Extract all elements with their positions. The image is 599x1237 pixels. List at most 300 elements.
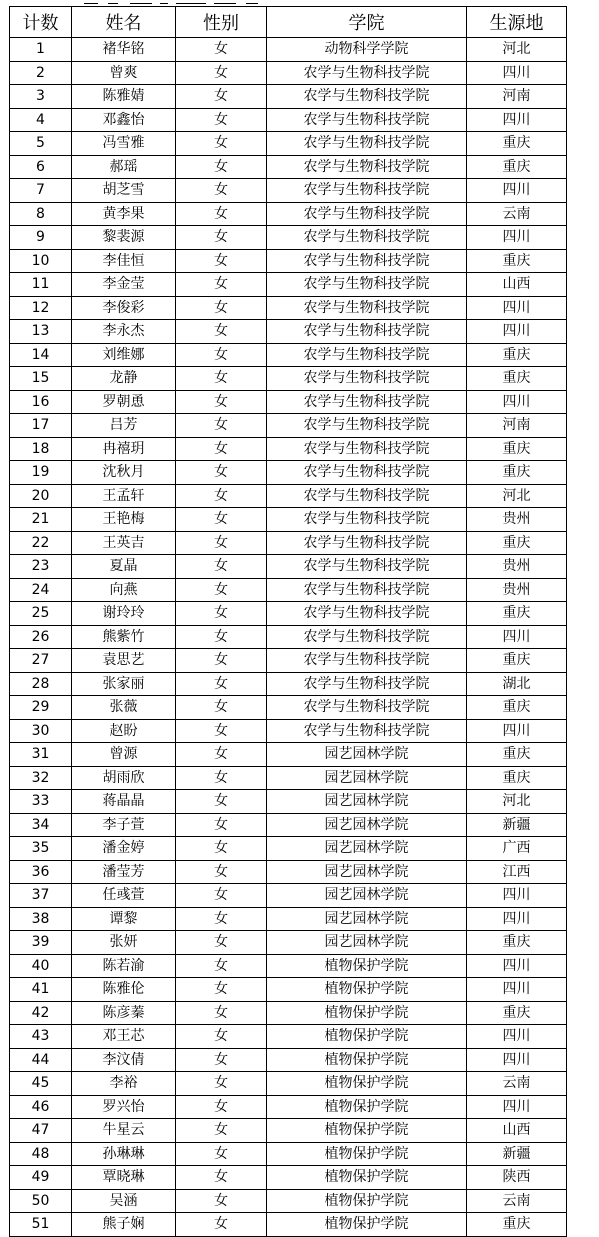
cell-college: 农学与生物科技学院 [267,273,467,297]
cell-count: 14 [10,343,72,367]
table-row [10,461,567,485]
cell-name: 李俊彩 [72,296,176,320]
cell-gender: 女 [176,437,267,461]
cell-name: 牛星云 [72,1119,176,1143]
cell-college: 植物保护学院 [267,1095,467,1119]
cell-gender: 女 [176,320,267,344]
cell-name: 沈秋月 [72,461,176,485]
cell-college: 农学与生物科技学院 [267,367,467,391]
cell-college: 农学与生物科技学院 [267,320,467,344]
cropped-title-stroke [84,0,98,4]
table-row [10,132,567,156]
cell-origin: 重庆 [467,1213,567,1237]
table-row [10,1072,567,1096]
cell-college: 农学与生物科技学院 [267,414,467,438]
cell-college: 农学与生物科技学院 [267,179,467,203]
cell-count: 37 [10,884,72,908]
cell-name: 吕芳 [72,414,176,438]
cell-college: 园艺园林学院 [267,743,467,767]
cell-gender: 女 [176,1095,267,1119]
cell-origin: 山西 [467,273,567,297]
cell-count: 32 [10,766,72,790]
cell-count: 48 [10,1142,72,1166]
cell-count: 27 [10,649,72,673]
cell-gender: 女 [176,531,267,555]
table-body [10,38,567,1237]
cell-gender: 女 [176,1048,267,1072]
cell-college: 农学与生物科技学院 [267,672,467,696]
cell-origin: 云南 [467,1189,567,1213]
cell-college: 农学与生物科技学院 [267,649,467,673]
cell-college: 植物保护学院 [267,1166,467,1190]
cell-gender: 女 [176,367,267,391]
cell-gender: 女 [176,461,267,485]
cell-gender: 女 [176,1001,267,1025]
cell-college: 农学与生物科技学院 [267,484,467,508]
table-row [10,743,567,767]
table-row [10,202,567,226]
cell-name: 张家丽 [72,672,176,696]
cell-college: 植物保护学院 [267,1142,467,1166]
cropped-title-stroke [246,0,258,4]
cell-name: 谢玲玲 [72,602,176,626]
cell-origin: 重庆 [467,132,567,156]
table-row [10,85,567,109]
cell-college: 农学与生物科技学院 [267,578,467,602]
cell-college: 农学与生物科技学院 [267,155,467,179]
cell-origin: 湖北 [467,672,567,696]
cell-origin: 山西 [467,1119,567,1143]
cell-origin: 重庆 [467,931,567,955]
cell-gender: 女 [176,1189,267,1213]
cell-college: 农学与生物科技学院 [267,296,467,320]
table-row [10,1213,567,1237]
cell-origin: 云南 [467,1072,567,1096]
cell-name: 王孟轩 [72,484,176,508]
table-row [10,931,567,955]
cell-college: 农学与生物科技学院 [267,249,467,273]
table-row [10,766,567,790]
cell-count: 45 [10,1072,72,1096]
cell-gender: 女 [176,390,267,414]
cell-origin: 新疆 [467,813,567,837]
table-row [10,907,567,931]
cell-gender: 女 [176,907,267,931]
cell-count: 24 [10,578,72,602]
cell-gender: 女 [176,790,267,814]
cell-name: 邓鑫怡 [72,108,176,132]
cell-gender: 女 [176,414,267,438]
cell-origin: 四川 [467,296,567,320]
cell-gender: 女 [176,1072,267,1096]
cell-count: 17 [10,414,72,438]
table-row [10,602,567,626]
cell-origin: 四川 [467,1025,567,1049]
cell-gender: 女 [176,226,267,250]
table-row [10,813,567,837]
cell-college: 农学与生物科技学院 [267,625,467,649]
cell-name: 夏晶 [72,555,176,579]
cell-count: 49 [10,1166,72,1190]
cell-count: 21 [10,508,72,532]
cell-name: 陈若渝 [72,954,176,978]
cell-count: 4 [10,108,72,132]
cell-origin: 重庆 [467,531,567,555]
table-row [10,672,567,696]
cell-count: 25 [10,602,72,626]
cell-origin: 重庆 [467,437,567,461]
header-college: 学院 [267,7,467,38]
cell-name: 张妍 [72,931,176,955]
cell-college: 植物保护学院 [267,1189,467,1213]
cell-origin: 四川 [467,108,567,132]
cell-college: 植物保护学院 [267,1213,467,1237]
cell-count: 5 [10,132,72,156]
table-row [10,273,567,297]
cell-college: 农学与生物科技学院 [267,61,467,85]
cell-name: 吴涵 [72,1189,176,1213]
cell-count: 26 [10,625,72,649]
table-row [10,1166,567,1190]
cell-college: 植物保护学院 [267,1119,467,1143]
cell-name: 罗朝恿 [72,390,176,414]
cell-name: 黎裴源 [72,226,176,250]
cropped-title-stroke [214,0,236,4]
cell-name: 任彧萱 [72,884,176,908]
cell-name: 邓王芯 [72,1025,176,1049]
cell-count: 18 [10,437,72,461]
table-row [10,837,567,861]
table-row [10,367,567,391]
cell-origin: 云南 [467,202,567,226]
cell-name: 胡雨欣 [72,766,176,790]
cell-name: 王艳梅 [72,508,176,532]
cell-name: 李永杰 [72,320,176,344]
cell-name: 黄李果 [72,202,176,226]
table-row [10,1142,567,1166]
cell-origin: 河北 [467,790,567,814]
cell-college: 植物保护学院 [267,1048,467,1072]
cell-name: 李裕 [72,1072,176,1096]
cell-gender: 女 [176,719,267,743]
cell-name: 曾爽 [72,61,176,85]
cell-origin: 四川 [467,61,567,85]
table-row [10,649,567,673]
cell-origin: 重庆 [467,649,567,673]
cell-origin: 四川 [467,1095,567,1119]
table-row [10,296,567,320]
cropped-title-stroke [160,0,168,4]
cell-count: 30 [10,719,72,743]
table-row [10,719,567,743]
cell-college: 园艺园林学院 [267,860,467,884]
cell-origin: 四川 [467,179,567,203]
cell-count: 23 [10,555,72,579]
cell-origin: 新疆 [467,1142,567,1166]
cell-origin: 河北 [467,38,567,62]
cell-college: 农学与生物科技学院 [267,719,467,743]
cell-name: 陈彦蓁 [72,1001,176,1025]
cell-name: 胡芝雪 [72,179,176,203]
table-row [10,790,567,814]
cell-origin: 贵州 [467,555,567,579]
cell-gender: 女 [176,978,267,1002]
table-row [10,1025,567,1049]
cell-count: 10 [10,249,72,273]
table-row [10,531,567,555]
cell-origin: 广西 [467,837,567,861]
cell-count: 38 [10,907,72,931]
cell-name: 李子萱 [72,813,176,837]
header-gender: 性别 [176,7,267,38]
cell-name: 李金莹 [72,273,176,297]
table-row [10,625,567,649]
cell-name: 冉禧玥 [72,437,176,461]
cell-count: 50 [10,1189,72,1213]
cell-gender: 女 [176,1025,267,1049]
cell-college: 植物保护学院 [267,1001,467,1025]
cell-count: 15 [10,367,72,391]
cell-count: 46 [10,1095,72,1119]
cell-gender: 女 [176,1166,267,1190]
cell-name: 李汶倩 [72,1048,176,1072]
cell-name: 向燕 [72,578,176,602]
cell-count: 7 [10,179,72,203]
cell-gender: 女 [176,555,267,579]
table-row [10,155,567,179]
cropped-title-stroke [176,0,206,4]
table-row [10,390,567,414]
cell-count: 6 [10,155,72,179]
cell-college: 植物保护学院 [267,978,467,1002]
header-origin: 生源地 [467,7,567,38]
cell-origin: 贵州 [467,578,567,602]
table-row [10,696,567,720]
table-row [10,954,567,978]
cell-count: 12 [10,296,72,320]
table-row [10,884,567,908]
cell-gender: 女 [176,649,267,673]
table-row [10,1095,567,1119]
cell-gender: 女 [176,61,267,85]
cell-gender: 女 [176,202,267,226]
cell-name: 曾源 [72,743,176,767]
cell-name: 罗兴怡 [72,1095,176,1119]
cell-count: 31 [10,743,72,767]
cell-gender: 女 [176,1213,267,1237]
cell-origin: 重庆 [467,367,567,391]
table-row [10,578,567,602]
cell-count: 43 [10,1025,72,1049]
cell-gender: 女 [176,1119,267,1143]
table-row [10,437,567,461]
table-row [10,414,567,438]
table-row [10,555,567,579]
cell-origin: 四川 [467,884,567,908]
table-row [10,1119,567,1143]
cell-college: 农学与生物科技学院 [267,508,467,532]
cell-origin: 重庆 [467,602,567,626]
cell-name: 龙静 [72,367,176,391]
table-row [10,1001,567,1025]
table-row [10,61,567,85]
cell-origin: 四川 [467,226,567,250]
cell-origin: 四川 [467,907,567,931]
cell-origin: 重庆 [467,155,567,179]
cell-count: 51 [10,1213,72,1237]
cell-origin: 重庆 [467,743,567,767]
cell-college: 农学与生物科技学院 [267,390,467,414]
cell-name: 陈雅婧 [72,85,176,109]
table-row [10,1189,567,1213]
cell-count: 1 [10,38,72,62]
cell-gender: 女 [176,343,267,367]
table-header-row [10,7,567,38]
cell-count: 33 [10,790,72,814]
table-row [10,108,567,132]
cell-college: 农学与生物科技学院 [267,531,467,555]
table-row [10,484,567,508]
cell-name: 蒋晶晶 [72,790,176,814]
cell-name: 赵盼 [72,719,176,743]
cell-count: 41 [10,978,72,1002]
header-count: 计数 [10,7,72,38]
cell-gender: 女 [176,273,267,297]
cell-gender: 女 [176,954,267,978]
cell-gender: 女 [176,179,267,203]
cell-count: 16 [10,390,72,414]
cell-origin: 四川 [467,625,567,649]
cell-gender: 女 [176,85,267,109]
cell-name: 李佳恒 [72,249,176,273]
cell-gender: 女 [176,837,267,861]
cell-college: 农学与生物科技学院 [267,602,467,626]
cell-college: 农学与生物科技学院 [267,696,467,720]
cell-gender: 女 [176,484,267,508]
cell-name: 刘维娜 [72,343,176,367]
cell-origin: 江西 [467,860,567,884]
cell-origin: 河南 [467,414,567,438]
cell-name: 覃晓琳 [72,1166,176,1190]
cell-count: 20 [10,484,72,508]
cell-college: 农学与生物科技学院 [267,343,467,367]
cell-college: 农学与生物科技学院 [267,555,467,579]
cropped-title-stroke [130,0,152,4]
cell-count: 39 [10,931,72,955]
cell-count: 8 [10,202,72,226]
cell-gender: 女 [176,743,267,767]
table-row [10,508,567,532]
cell-count: 3 [10,85,72,109]
cell-name: 熊子娴 [72,1213,176,1237]
cell-gender: 女 [176,625,267,649]
cell-name: 谭黎 [72,907,176,931]
cell-name: 熊紫竹 [72,625,176,649]
cell-college: 园艺园林学院 [267,931,467,955]
cell-origin: 四川 [467,320,567,344]
cell-origin: 重庆 [467,766,567,790]
cell-name: 褚华铭 [72,38,176,62]
cell-gender: 女 [176,860,267,884]
cell-college: 植物保护学院 [267,1025,467,1049]
cell-origin: 贵州 [467,508,567,532]
cell-origin: 重庆 [467,1001,567,1025]
cell-count: 28 [10,672,72,696]
header-name: 姓名 [72,7,176,38]
cell-name: 张薇 [72,696,176,720]
cell-name: 陈雅伦 [72,978,176,1002]
cell-gender: 女 [176,766,267,790]
cell-gender: 女 [176,578,267,602]
table-row [10,226,567,250]
student-roster-table [9,6,567,1237]
cell-count: 13 [10,320,72,344]
cell-gender: 女 [176,508,267,532]
cell-count: 11 [10,273,72,297]
cell-gender: 女 [176,155,267,179]
cell-count: 9 [10,226,72,250]
cell-origin: 重庆 [467,696,567,720]
cell-origin: 四川 [467,954,567,978]
cell-gender: 女 [176,813,267,837]
table-row [10,860,567,884]
table-row [10,978,567,1002]
table-row [10,38,567,62]
cell-gender: 女 [176,602,267,626]
cell-college: 植物保护学院 [267,1072,467,1096]
cell-name: 潘莹芳 [72,860,176,884]
cell-origin: 重庆 [467,343,567,367]
cell-name: 王英吉 [72,531,176,555]
cell-origin: 河北 [467,484,567,508]
cell-gender: 女 [176,296,267,320]
cell-gender: 女 [176,132,267,156]
cell-college: 园艺园林学院 [267,837,467,861]
cell-count: 36 [10,860,72,884]
cell-college: 农学与生物科技学院 [267,85,467,109]
cell-college: 农学与生物科技学院 [267,226,467,250]
cell-gender: 女 [176,884,267,908]
cell-gender: 女 [176,672,267,696]
cell-origin: 重庆 [467,461,567,485]
table-row [10,179,567,203]
cell-origin: 四川 [467,978,567,1002]
cell-college: 植物保护学院 [267,954,467,978]
cell-count: 35 [10,837,72,861]
cell-gender: 女 [176,108,267,132]
cell-gender: 女 [176,249,267,273]
table-row [10,320,567,344]
cell-name: 冯雪雅 [72,132,176,156]
cell-college: 园艺园林学院 [267,766,467,790]
cell-origin: 四川 [467,1048,567,1072]
cell-name: 袁思艺 [72,649,176,673]
cell-college: 农学与生物科技学院 [267,437,467,461]
cell-name: 孙琳琳 [72,1142,176,1166]
cell-college: 农学与生物科技学院 [267,202,467,226]
cell-college: 农学与生物科技学院 [267,132,467,156]
cell-gender: 女 [176,931,267,955]
cell-college: 园艺园林学院 [267,790,467,814]
cell-college: 动物科学学院 [267,38,467,62]
cropped-title-stroke [108,0,118,4]
table-row [10,1048,567,1072]
cell-college: 农学与生物科技学院 [267,108,467,132]
cell-count: 40 [10,954,72,978]
cell-count: 29 [10,696,72,720]
cell-college: 农学与生物科技学院 [267,461,467,485]
cell-origin: 重庆 [467,249,567,273]
